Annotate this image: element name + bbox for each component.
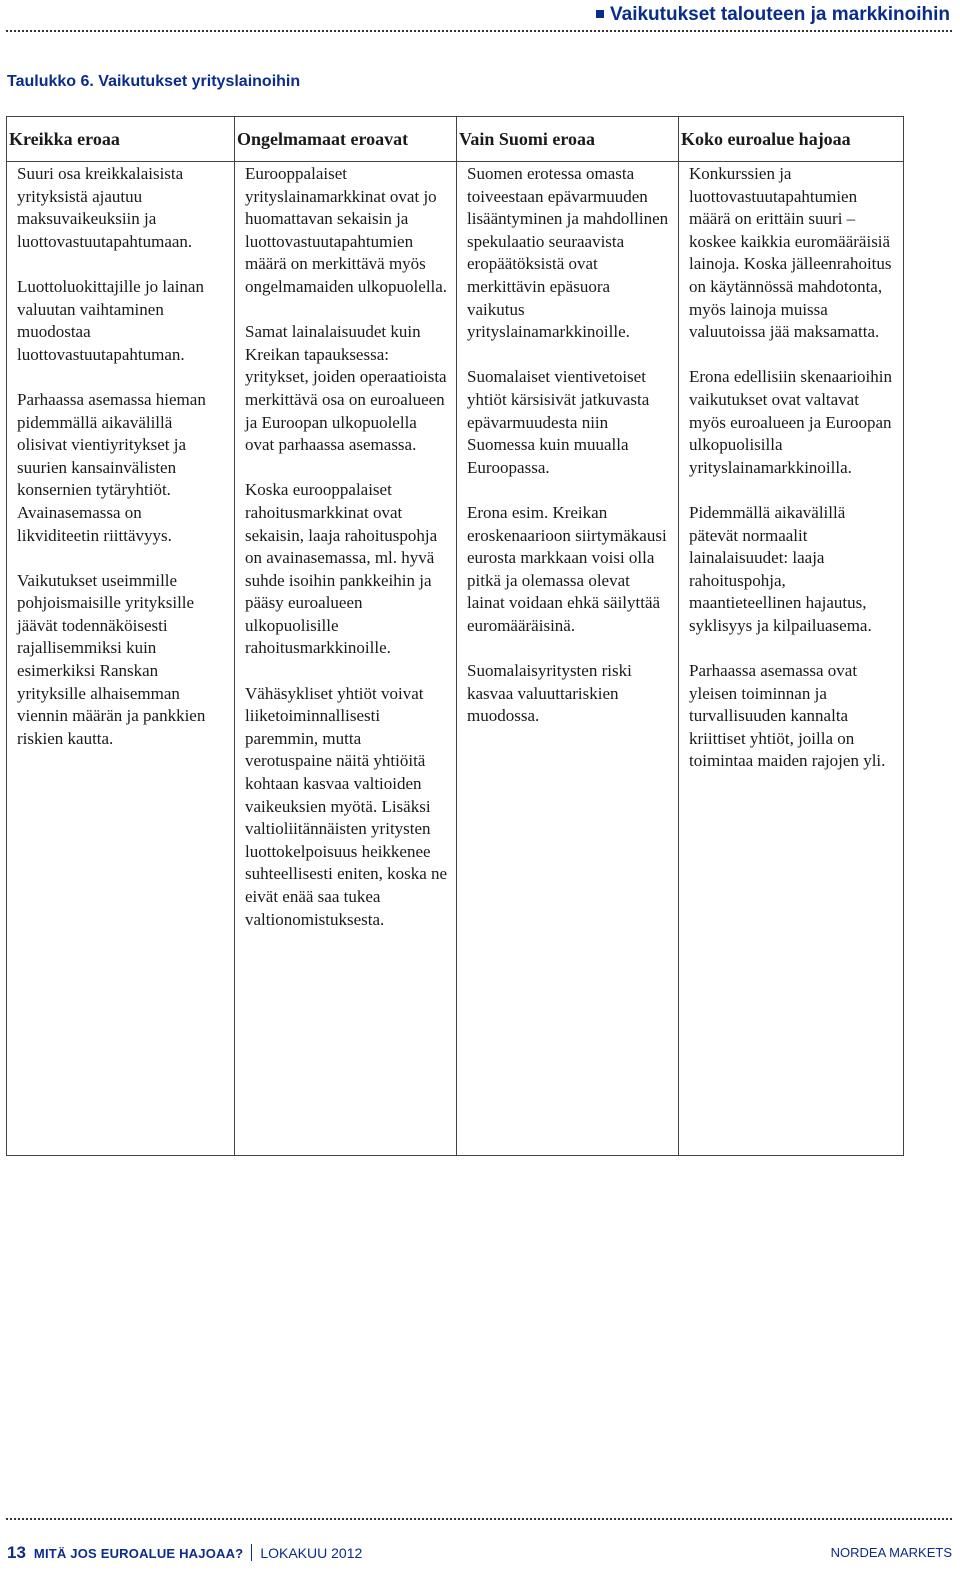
impact-table xyxy=(6,116,904,1156)
cell-paragraph: Parhaassa asemassa ovat yleisen toiminnan ja turvallisuuden kannalta kriittiset yhtiöt, joilla on toimintaa maiden rajojen yli. xyxy=(689,661,886,771)
publication-date: LOKAKUU 2012 xyxy=(260,1545,363,1561)
top-dotted-divider xyxy=(6,30,952,32)
brand-name: NORDEA MARKETS xyxy=(830,1545,952,1560)
table-row xyxy=(7,162,904,1156)
cell-eurozone-breakup xyxy=(679,162,904,1156)
cell-paragraph: Erona esim. Kreikan eroskenaarioon siirtymäkausi eurosta markkaan voisi olla pitkä ja olemassa olevat lainat voidaan ehkä säilyttää euromääräisinä. xyxy=(467,502,667,635)
footer-separator xyxy=(251,1544,252,1561)
column-header-greece: Kreikka eroaa xyxy=(7,117,235,162)
cell-paragraph: Vaikutukset useimmille pohjoismaisille yrityksille jäävät todennäköisesti rajallisemmiksi kuin esimerkiksi Ranskan yrityksille alhaisemman viennin määrän ja pankkien riskien kautta. xyxy=(17,570,206,748)
cell-paragraph: Suomen erotessa omasta toiveestaan epävarmuuden lisääntyminen ja mahdollinen spekulaatio seuraavista eropäätöksistä ovat merkittävin epäsuora vaikutus yrityslainamarkkinoille. xyxy=(467,164,669,342)
cell-problem-countries xyxy=(235,162,457,1156)
bottom-dotted-divider xyxy=(6,1518,952,1520)
cell-paragraph: Suomalaisyritysten riski kasvaa valuuttariskien muodossa. xyxy=(467,661,632,726)
cell-paragraph: Vähäsykliset yhtiöt voivat liiketoiminnallisesti paremmin, mutta verotuspaine näitä yhtiöitä kohtaan kasvaa valtioiden vaikeuksien myötä. Lisäksi valtioliitännäisten yritysten luottokelpoisuus heikkenee suhteellisesti eniten, koska ne eivät enää saa tukea valtionomistuksesta. xyxy=(245,683,448,929)
cell-greece xyxy=(7,162,235,1156)
column-header-finland: Vain Suomi eroaa xyxy=(457,117,679,162)
cell-paragraph: Samat lainalaisuudet kuin Kreikan tapauksessa: yritykset, joiden operaatioista merkittävä osa on euroalueen ja Euroopan ulkopuolella ovat parhaassa asemassa. xyxy=(245,322,447,455)
section-header xyxy=(596,4,950,26)
square-bullet-icon xyxy=(596,10,604,18)
cell-paragraph: Koska eurooppalaiset rahoitusmarkkinat ovat sekaisin, laaja rahoituspohja on avainasemassa, ml. hyvä suhde isoihin pankkeihin ja pääsy euroalueen ulkopuolisille rahoitusmarkkinoille. xyxy=(245,480,438,658)
cell-paragraph: Erona edellisiin skenaarioihin vaikutukset ovat valtavat myös euroalueen ja Euroopan ulkopuolisilla yrityslainamarkkinoilla. xyxy=(689,367,892,477)
cell-paragraph: Konkurssien ja luottovastuutapahtumien määrä on erittäin suuri – koskee kaikkia euromääräisiä lainoja. Koska jälleenrahoitus on käytännössä mahdotonta, myös lainoja muissa valuutoissa jää maksamatta. xyxy=(689,164,892,342)
cell-paragraph: Parhaassa asemassa hieman pidemmällä aikavälillä olisivat vientiyritykset ja suurien kansainvälisten konsernien tytäryhtiöt. Avainasemassa on likviditeetin riittävyys. xyxy=(17,389,206,545)
footer xyxy=(7,1543,362,1563)
cell-paragraph: Suuri osa kreikkalaisista yrityksistä ajautuu maksuvaikeuksiin ja luottovastuutapahtumaan. xyxy=(17,164,193,251)
cell-paragraph: Pidemmällä aikavälillä pätevät normaalit lainalaisuudet: laaja rahoituspohja, maantieteellinen hajautus, syklisyys ja kilpailuasema. xyxy=(689,502,872,635)
document-title: MITÄ JOS EUROALUE HAJOAA? xyxy=(33,1546,244,1561)
column-header-eurozone-breakup: Koko euroalue hajoaa xyxy=(679,117,904,162)
table-caption: Taulukko 6. Vaikutukset yrityslainoihin xyxy=(7,73,301,90)
cell-paragraph: Luottoluokittajille jo lainan valuutan vaihtaminen muodostaa luottovastuutapahtuman. xyxy=(17,276,204,364)
page-number: 13 xyxy=(7,1543,26,1562)
column-header-problem-countries: Ongelmamaat eroavat xyxy=(235,117,457,162)
cell-paragraph: Suomalaiset vientivetoiset yhtiöt kärsisivät jatkuvasta epävarmuudesta niin Suomessa kuin muualla Euroopassa. xyxy=(467,367,650,477)
cell-paragraph: Eurooppalaiset yrityslainamarkkinat ovat jo huomattavan sekaisin ja luottovastuutapahtumien määrä on merkittävä myös ongelmamaiden ulkopuolella. xyxy=(245,164,448,296)
cell-finland xyxy=(457,162,679,1156)
section-title: Vaikutukset talouteen ja markkinoihin xyxy=(610,4,950,25)
table-header-row xyxy=(7,117,904,162)
